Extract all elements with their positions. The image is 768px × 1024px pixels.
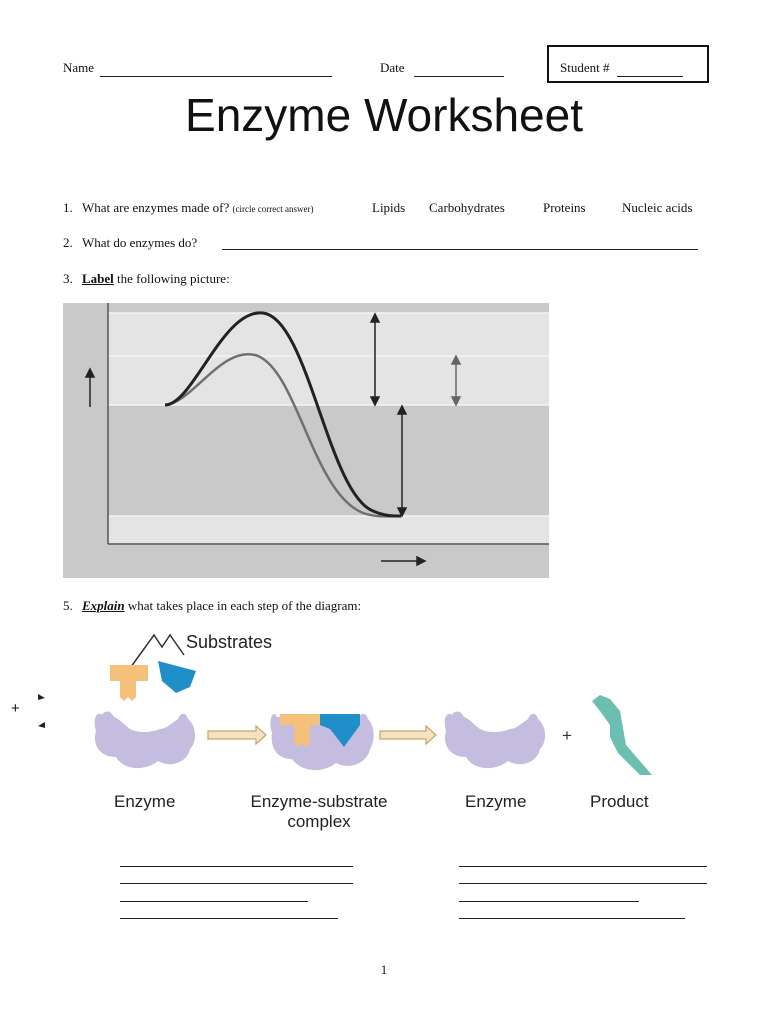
substrate-orange-icon <box>110 665 148 701</box>
name-field[interactable] <box>100 60 332 77</box>
student-number-label: Student # <box>560 60 610 75</box>
complex-label-line1: Enzyme-substrate <box>250 792 388 811</box>
student-number-row <box>560 60 683 77</box>
q5-number: 5. <box>63 598 73 613</box>
diagram-band-upper <box>108 313 549 405</box>
substrate-blue-icon <box>158 661 196 693</box>
page-title: Enzyme Worksheet <box>185 89 583 141</box>
enzyme-2-label: Enzyme <box>465 792 527 811</box>
complex-label <box>244 792 394 832</box>
date-field[interactable] <box>414 60 504 77</box>
student-number-field[interactable] <box>617 60 683 77</box>
enzyme-1-icon <box>95 712 195 769</box>
margin-marks <box>36 692 50 732</box>
q5-text: what takes place in each step of the diagram: <box>124 598 362 613</box>
plus-sign: + <box>562 726 572 745</box>
substrates-label: Substrates <box>186 632 273 652</box>
question-5 <box>63 598 361 614</box>
q1-number: 1. <box>63 200 73 215</box>
q1-option-lipids[interactable]: Lipids <box>372 200 406 215</box>
answer-line-right-3[interactable] <box>459 901 639 902</box>
q1-text: What are enzymes made of? <box>82 200 230 215</box>
answer-line-left-1[interactable] <box>120 866 353 867</box>
question-2 <box>63 235 197 251</box>
answer-line-right-2[interactable] <box>459 883 707 884</box>
name-row <box>63 60 332 77</box>
q5-emphasis: Explain <box>82 598 125 613</box>
date-row <box>380 60 504 77</box>
answer-line-right-1[interactable] <box>459 866 707 867</box>
margin-plus: + <box>11 700 20 717</box>
q1-option-proteins[interactable]: Proteins <box>543 200 586 215</box>
complex-label-line2: complex <box>287 812 351 831</box>
q1-option-carbohydrates[interactable]: Carbohydrates <box>429 200 505 215</box>
page-number: 1 <box>380 962 388 977</box>
answer-line-left-3[interactable] <box>120 901 308 902</box>
answer-line-left-4[interactable] <box>120 918 338 919</box>
q1-option-nucleic-acids[interactable]: Nucleic acids <box>622 200 693 215</box>
q2-text: What do enzymes do? <box>82 235 198 250</box>
name-label: Name <box>63 60 95 75</box>
reaction-arrow-1 <box>208 726 266 744</box>
energy-diagram <box>63 303 549 578</box>
answer-line-right-4[interactable] <box>459 918 685 919</box>
product-icon <box>592 695 652 775</box>
question-3 <box>63 271 230 287</box>
q3-number: 3. <box>63 271 73 286</box>
q1-hint: (circle correct answer) <box>232 204 314 214</box>
q2-number: 2. <box>63 235 73 250</box>
q2-answer-line[interactable] <box>222 249 698 250</box>
enzyme-2-icon <box>445 712 545 769</box>
q3-emphasis: Label <box>82 271 114 286</box>
diagram-band-lower <box>108 516 549 544</box>
answer-line-left-2[interactable] <box>120 883 353 884</box>
reaction-arrow-2 <box>380 726 436 744</box>
date-label: Date <box>380 60 405 75</box>
q3-text: the following picture: <box>113 271 230 286</box>
enzyme-reaction-diagram <box>80 625 680 785</box>
enzyme-label: Enzyme <box>114 792 176 811</box>
product-label: Product <box>590 792 649 811</box>
